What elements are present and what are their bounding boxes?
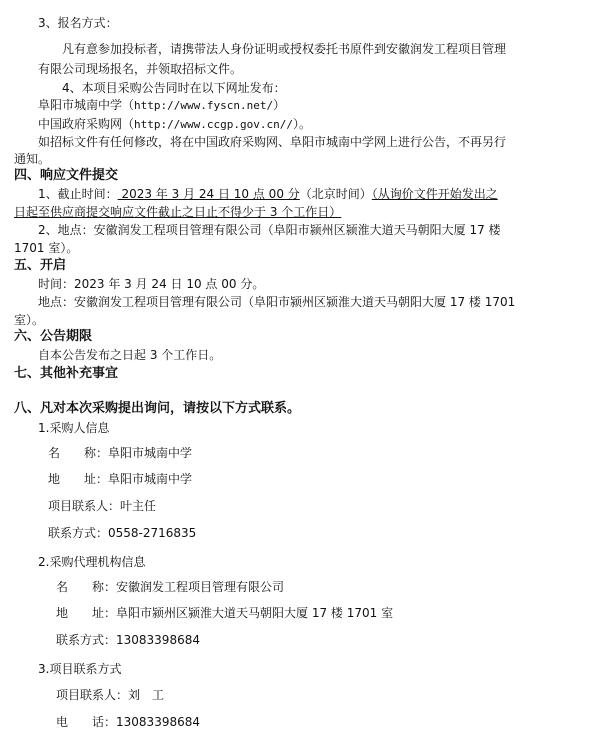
purchaser-name: 阜阳市城南中学 — [108, 446, 193, 460]
section-3-body-line-1: 凡有意参加投标者，请携带法人身份证明或授权委托书原件到安徽润发工程项目管理 — [62, 42, 507, 56]
agency-phone: 联系方式：13083398684 — [56, 633, 200, 647]
purchaser-address-line — [48, 470, 192, 488]
heading-section-8: 八、凡对本次采购提出询问，请按以下方式联系。 — [14, 401, 301, 416]
heading-section-6: 六、公告期限 — [14, 329, 93, 344]
purchaser-address-label: 地 址： — [48, 472, 109, 486]
deadline-paren: （北京时间） — [299, 187, 372, 201]
deadline-note-end: 日起至供应商提交响应文件截止之日止不得少于 3 个工作日） — [14, 205, 342, 219]
open-place-line-1: 地点：安徽润发工程项目管理有限公司（阜阳市颍州区颍淮大道天马朝阳大厦 17 楼 1701 — [38, 295, 516, 309]
notice-line-2: 通知。 — [14, 152, 51, 166]
agency-name-label: 名 称： — [56, 580, 117, 594]
site-1-name: 阜阳市城南中学（ — [38, 98, 135, 112]
submit-place-line-1: 2、地点：安徽润发工程项目管理有限公司（阜阳市颍州区颍淮大道天马朝阳大厦 17 楼 — [38, 223, 501, 237]
project-phone-label: 电 话： — [56, 715, 117, 729]
project-contact-title: 3.项目联系方式 — [38, 662, 122, 676]
deadline-label: 1、截止时间： — [38, 187, 118, 201]
site-1-url: http://www.fyscn.net/ — [134, 99, 274, 112]
heading-section-7: 七、其他补充事宜 — [14, 366, 119, 381]
site-1-close: ） — [273, 98, 286, 112]
section-4-title: 4、本项目采购公告同时在以下网址发布： — [62, 81, 286, 95]
purchaser-contact: 项目联系人：叶主任 — [48, 499, 157, 513]
submit-place-line-2: 1701 室）。 — [14, 241, 79, 255]
heading-section-4: 四、响应文件提交 — [14, 168, 119, 183]
agency-address-line — [56, 604, 393, 622]
purchaser-name-line — [48, 444, 192, 462]
notice-period: 自本公告发布之日起 3 个工作日。 — [38, 348, 222, 362]
purchaser-address: 阜阳市城南中学 — [108, 472, 193, 486]
agency-name: 安徽润发工程项目管理有限公司 — [116, 580, 285, 594]
section-3-title: 3、报名方式： — [38, 16, 118, 30]
open-place-line-2: 室）。 — [14, 313, 45, 327]
site-2-url: http://www.ccgp.gov.cn// — [134, 118, 293, 131]
project-contact: 项目联系人：刘 工 — [56, 688, 165, 702]
agency-info-title: 2.采购代理机构信息 — [38, 555, 146, 569]
site-2-line — [38, 115, 311, 134]
section-3-body-line-2: 有限公司现场报名，并领取招标文件。 — [38, 62, 243, 76]
project-phone: 13083398684 — [116, 715, 200, 729]
agency-name-line — [56, 578, 284, 596]
agency-address-label: 地 址： — [56, 606, 117, 620]
purchaser-name-label: 名 称： — [48, 446, 109, 460]
notice-line-1: 如招标文件有任何修改，将在中国政府采购网、阜阳市城南中学网上进行公告，不再另行 — [38, 135, 507, 149]
deadline-value: 2023 年 3 月 24 日 10 点 00 分 — [117, 187, 300, 201]
deadline-line — [38, 185, 498, 203]
agency-address: 阜阳市颍州区颍淮大道天马朝阳大厦 17 楼 1701 室 — [116, 606, 394, 620]
heading-section-5: 五、开启 — [14, 258, 67, 273]
site-2-close: ）。 — [292, 117, 311, 131]
purchaser-phone: 联系方式：0558-2716835 — [48, 526, 197, 540]
project-phone-line — [56, 713, 200, 731]
purchaser-info-title: 1.采购人信息 — [38, 421, 110, 435]
site-1-line — [38, 96, 285, 115]
site-2-name: 中国政府采购网（ — [38, 117, 135, 131]
deadline-note-start: （从询价文件开始发出之 — [371, 187, 498, 201]
open-time: 时间：2023 年 3 月 24 日 10 点 00 分。 — [38, 277, 265, 291]
